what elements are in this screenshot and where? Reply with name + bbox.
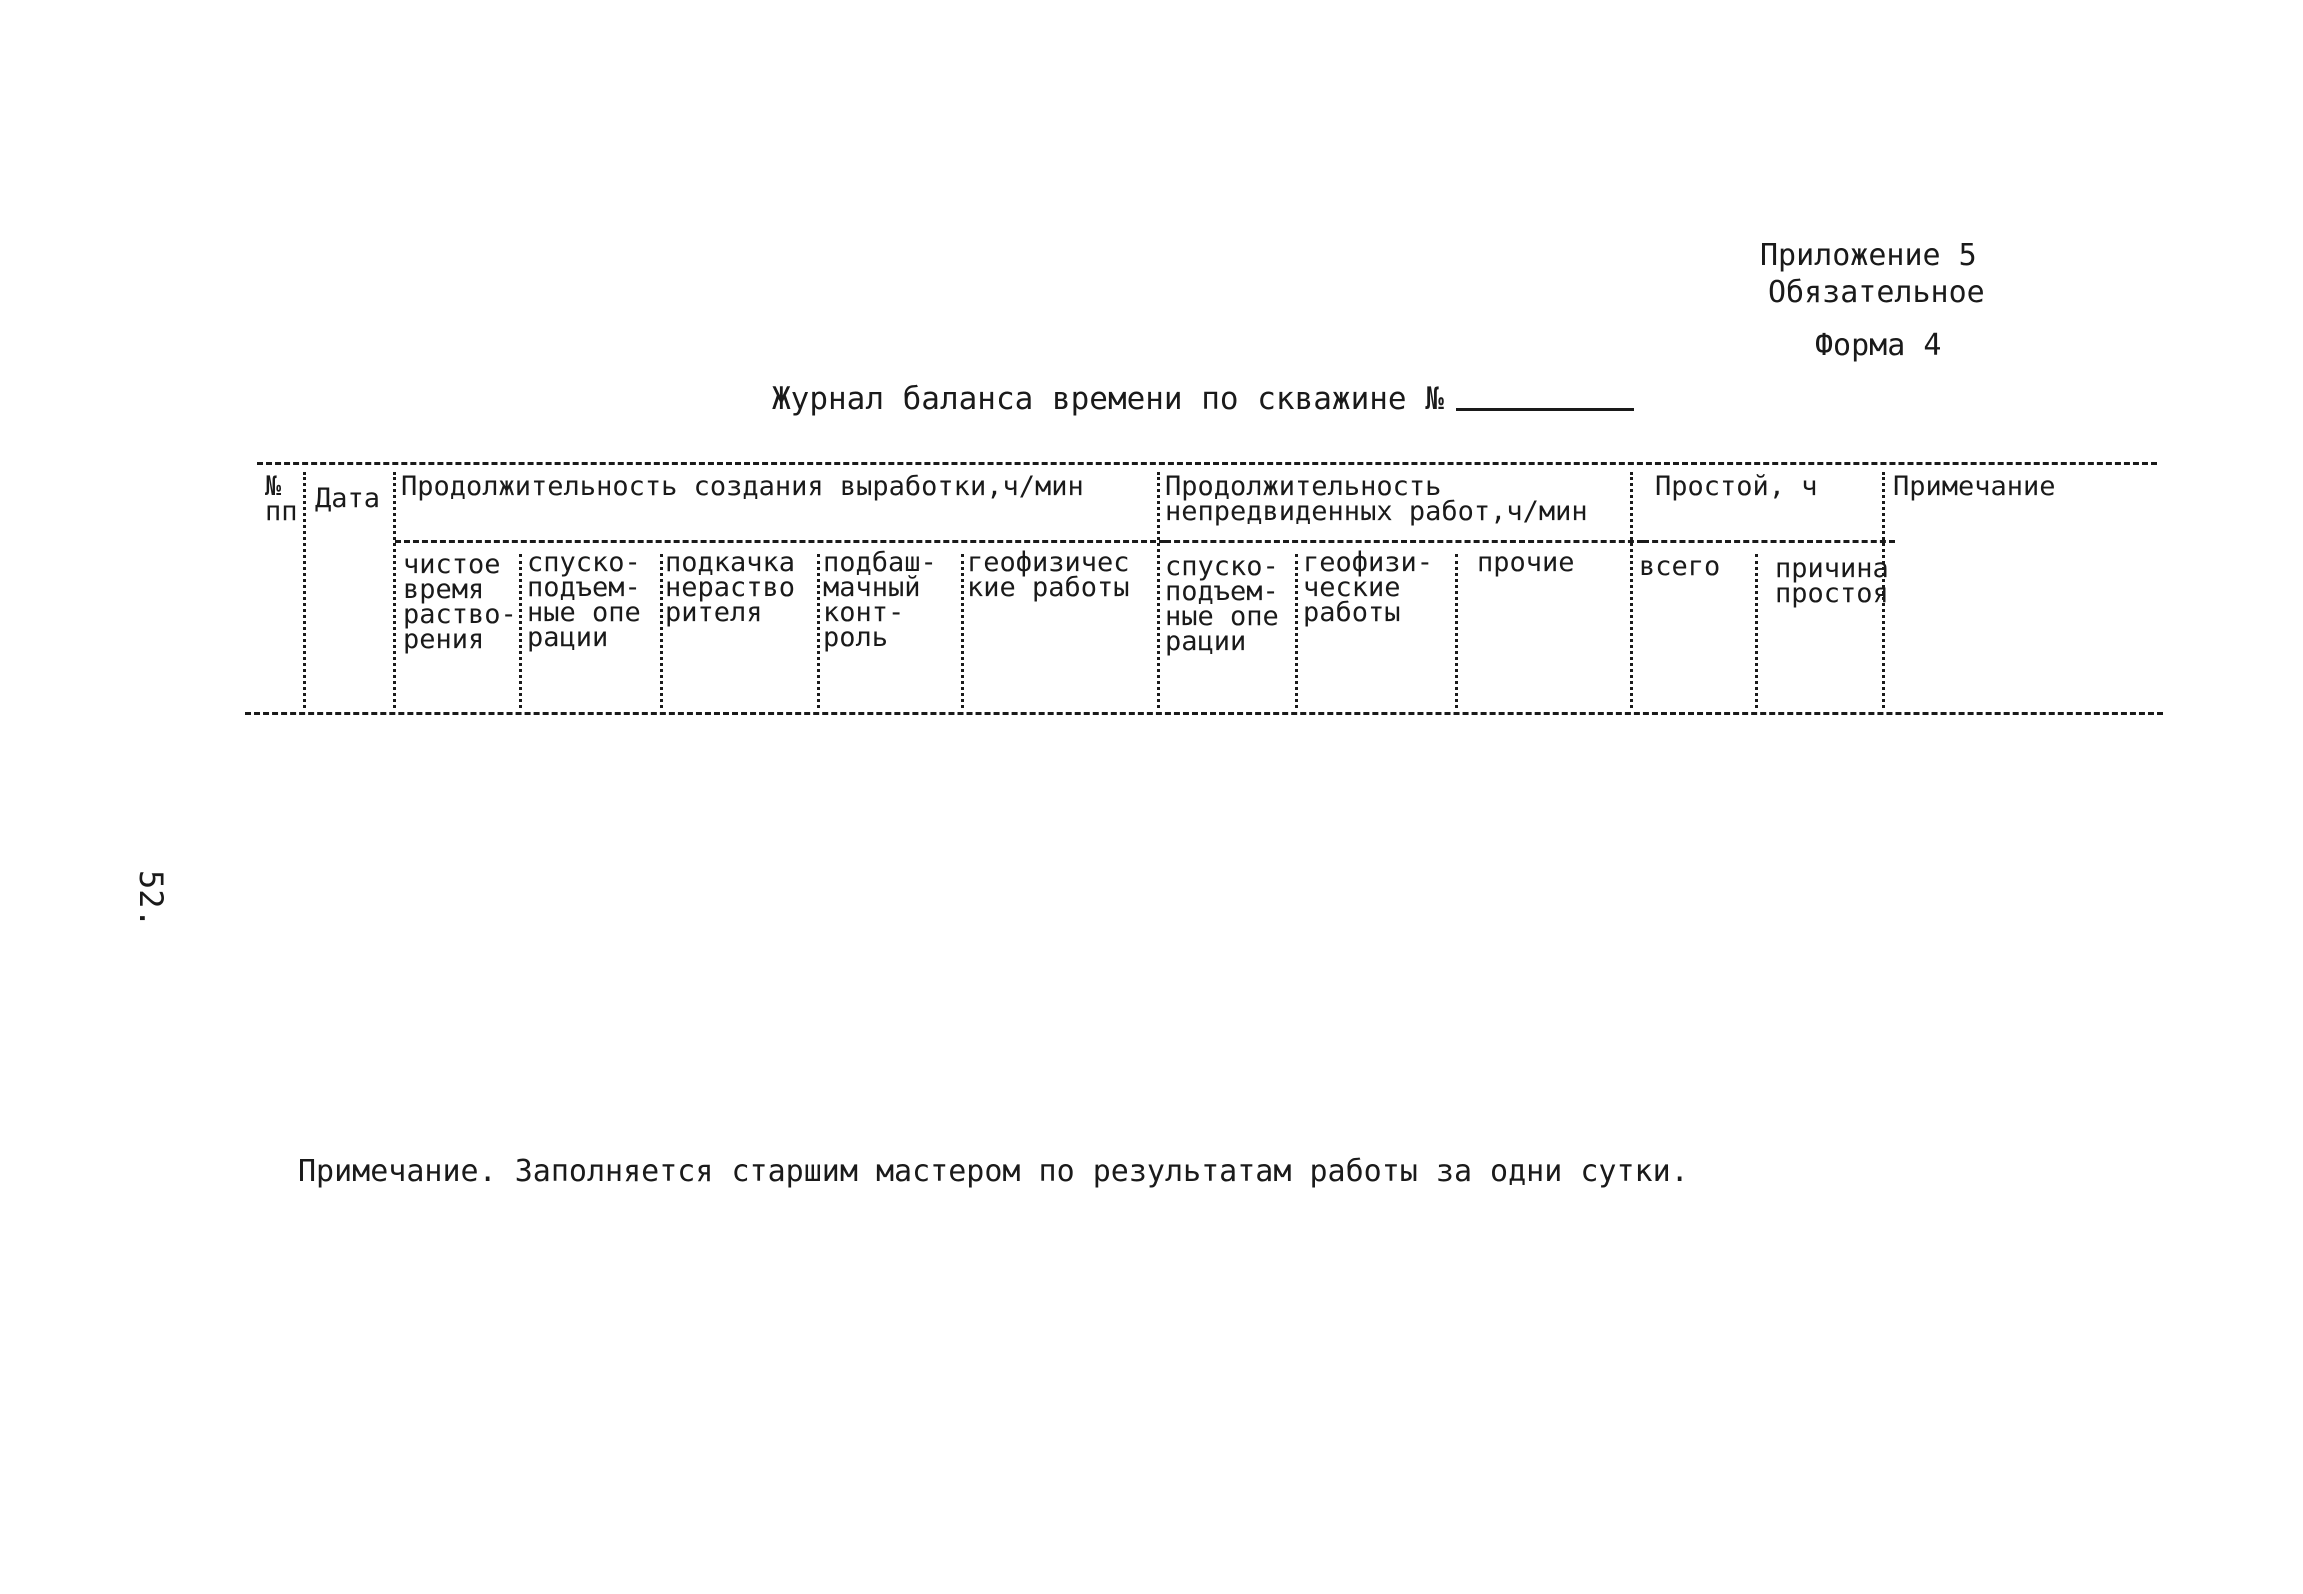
- col-header-date: Дата: [315, 483, 381, 514]
- well-number-blank[interactable]: [1456, 378, 1634, 411]
- sub-header-under-shoe-control: подбаш- мачный конт- роль: [823, 547, 937, 653]
- table-col-separator: [519, 554, 522, 708]
- table-col-separator: [961, 554, 964, 708]
- table-col-separator: [1755, 554, 1758, 708]
- col-header-note: Примечание: [1893, 471, 2056, 502]
- table-col-separator: [1295, 554, 1298, 708]
- table-subheader-rule-downtime: [1643, 540, 1895, 543]
- table-col-separator: [660, 554, 663, 708]
- table-col-separator: [393, 472, 396, 708]
- table-col-separator: [303, 472, 306, 708]
- col-header-number: № пп: [265, 471, 298, 527]
- time-balance-table: [245, 458, 2163, 716]
- sub-header-unforeseen-tripping: спуско- подъем- ные опе рации: [1165, 551, 1279, 657]
- page-number: 52.: [132, 870, 170, 928]
- table-subheader-rule-unforeseen: [1165, 540, 1643, 543]
- table-col-separator: [1157, 472, 1160, 708]
- table-bottom-rule: [245, 712, 2163, 715]
- sub-header-other: прочие: [1477, 547, 1575, 578]
- table-col-separator: [1630, 472, 1633, 708]
- appendix-label: Приложение 5: [1760, 238, 1977, 273]
- journal-title-text: Журнал баланса времени по скважине №: [772, 381, 1444, 417]
- journal-title: [772, 378, 1634, 417]
- group-header-downtime: Простой, ч: [1655, 471, 1818, 502]
- table-col-separator: [817, 554, 820, 708]
- footnote: Примечание. Заполняется старшим мастером по результатам работы за одни сутки.: [298, 1154, 1689, 1189]
- mandatory-label: Обязательное: [1768, 275, 1985, 310]
- sub-header-tripping-ops: спуско- подъем- ные опе рации: [527, 547, 641, 653]
- form-label: Форма 4: [1815, 328, 1942, 363]
- sub-header-dissolution-time: чистое время раство- рения: [403, 549, 517, 655]
- table-col-separator: [1455, 554, 1458, 708]
- group-header-creation: Продолжительность создания выработки,ч/мин: [401, 471, 1084, 502]
- table-top-rule: [257, 462, 2157, 465]
- sub-header-solvent-pumping: подкачка нераство рителя: [665, 547, 796, 628]
- sub-header-downtime-reason: причина простоя: [1775, 553, 1889, 609]
- table-subheader-rule-creation: [395, 540, 1165, 543]
- group-header-unforeseen: Продолжительность непредвиденных работ,ч/мин: [1165, 471, 1588, 527]
- sub-header-geophysical-works: геофизичес кие работы: [967, 547, 1130, 603]
- sub-header-total: всего: [1639, 551, 1721, 582]
- sub-header-unforeseen-geophysical: геофизи- ческие работы: [1303, 547, 1434, 628]
